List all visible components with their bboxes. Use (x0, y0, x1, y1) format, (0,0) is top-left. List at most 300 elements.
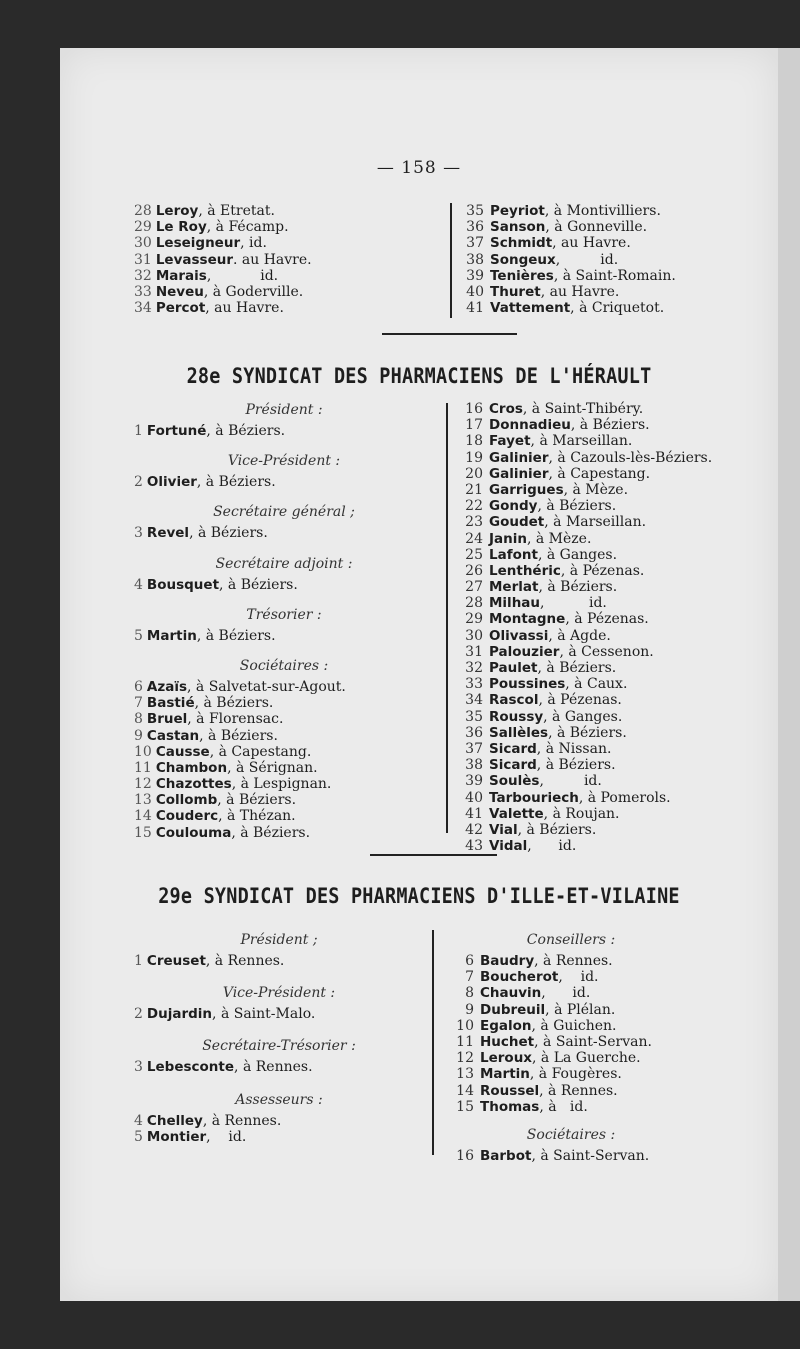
role-heading: Assesseurs : (235, 1091, 323, 1108)
pharmacist-name: Azaïs (146, 678, 187, 695)
entry-number: 11 (134, 759, 152, 776)
entry-number: 7 (465, 969, 474, 986)
pharmacist-name: Cros (489, 401, 523, 417)
list-item (134, 1129, 424, 1145)
pharmacist-name: Janin (489, 530, 527, 547)
column-divider (446, 403, 448, 833)
entry-location: , à Béziers. (196, 627, 276, 644)
entry-location: , à Plélan. (545, 1001, 616, 1018)
entry-number: 15 (456, 1098, 474, 1115)
pharmacist-name: Neveu (155, 283, 204, 300)
list-item (134, 1006, 424, 1022)
pharmacist-name: Milhau (489, 595, 541, 612)
pharmacist-name: Dujardin (146, 1006, 213, 1023)
entry-number: 25 (465, 546, 483, 563)
entry-location: , à Saint-Servan. (534, 1033, 652, 1050)
list-item (134, 525, 434, 541)
pharmacist-name: Thuret (490, 283, 541, 300)
pharmacist-name: Marais (155, 267, 207, 284)
list-item (132, 235, 312, 251)
list-item (455, 628, 712, 644)
entry-number: 29 (465, 611, 483, 628)
list-item (134, 628, 434, 644)
entry-location: , à Gonneville. (545, 219, 648, 236)
role-heading: Président : (245, 402, 323, 418)
list-item (456, 284, 676, 300)
pharmacist-name: Fortuné (146, 423, 207, 439)
list-item (455, 611, 712, 627)
entry-location: , à Capestang. (209, 743, 312, 760)
entry-location: , à Ganges. (537, 546, 618, 563)
entry-number: 20 (465, 465, 483, 482)
entry-number: 7 (134, 695, 143, 712)
column-divider (450, 203, 452, 318)
top-right-list (456, 203, 676, 316)
pharmacist-name: Vidal (489, 838, 528, 855)
list-item (455, 450, 712, 466)
list-item (455, 498, 712, 514)
entry-number: 36 (465, 724, 483, 741)
entry-location: , id. (206, 267, 279, 284)
entry-location: , à Béziers. (537, 660, 617, 676)
entry-number: 23 (465, 514, 483, 531)
entry-location: , à Pézenas. (560, 562, 645, 579)
list-item (134, 776, 434, 792)
entry-location: , à Béziers. (189, 525, 268, 542)
entry-number: 28 (465, 595, 483, 612)
entry-number: 18 (465, 433, 483, 450)
pharmacist-name: Goudet (489, 514, 545, 531)
pharmacist-name: Montagne (489, 611, 566, 628)
entry-number: 8 (465, 985, 474, 1002)
entry-number: 42 (465, 821, 483, 838)
entry-location: , à Saint-Romain. (553, 267, 676, 284)
entry-number: 17 (465, 417, 483, 434)
entry-number: 12 (134, 776, 152, 793)
entry-location: , à Roujan. (543, 805, 620, 822)
pharmacist-name: Poussines (489, 676, 566, 693)
pharmacist-name: Donnadieu (489, 417, 571, 434)
entry-location: , id. (555, 251, 619, 268)
pharmacist-name: Causse (155, 743, 210, 760)
list-item (456, 219, 676, 235)
column-divider (432, 930, 434, 1155)
pharmacist-name: Levasseur (155, 251, 233, 268)
entry-number: 6 (465, 953, 474, 969)
entry-number: 41 (465, 805, 483, 822)
pharmacist-name: Couderc (155, 808, 219, 825)
entry-number: 6 (134, 678, 143, 695)
entry-location: , à Béziers. (196, 474, 276, 491)
entry-number: 41 (466, 300, 484, 317)
entry-number: 9 (465, 1001, 474, 1018)
pharmacist-name: Martin (480, 1066, 530, 1083)
entry-number: 22 (465, 498, 483, 515)
page-number: — 158 — (376, 158, 462, 178)
list-item (456, 300, 676, 316)
list-item (132, 268, 312, 284)
pharmacist-name: Leroy (155, 203, 199, 219)
pharmacist-name: Coulouma (155, 824, 232, 841)
entry-location: , à Pézenas. (565, 611, 649, 628)
entry-location: , à Mèze. (563, 481, 629, 498)
pharmacist-name: Lebesconte (146, 1059, 235, 1076)
entry-number: 34 (134, 300, 152, 317)
list-item (446, 1148, 696, 1164)
entry-number: 11 (456, 1033, 474, 1050)
entry-number: 5 (134, 1128, 143, 1145)
entry-location: , à Béziers. (199, 727, 278, 744)
pharmacist-name: Chelley (146, 1112, 203, 1129)
list-item (134, 825, 434, 841)
list-item (446, 1099, 696, 1115)
list-item (134, 1059, 424, 1075)
pharmacist-name: Olivier (146, 474, 197, 491)
list-item (455, 417, 712, 433)
entry-number: 28 (134, 203, 152, 219)
role-heading: Président ; (240, 932, 318, 948)
entry-location: , à Béziers. (570, 417, 650, 434)
pharmacist-name: Percot (155, 300, 206, 317)
entry-number: 38 (465, 757, 483, 774)
pharmacist-name: Vattement (490, 300, 571, 317)
entry-location: , id. (541, 985, 591, 1002)
entry-location: , id. (558, 969, 599, 986)
pharmacist-name: Chazottes (155, 776, 232, 793)
pharmacist-name: Schmidt (490, 235, 553, 252)
list-item (455, 709, 712, 725)
entry-location: , à Guichen. (531, 1017, 617, 1034)
role-heading: Secrétaire général ; (213, 504, 355, 521)
list-item (455, 790, 712, 806)
entry-number: 36 (466, 219, 484, 236)
entry-location: , à Béziers. (517, 821, 597, 838)
entry-location: , à Cazouls-lès-Béziers. (548, 449, 713, 466)
entry-location: , à Béziers. (231, 824, 311, 841)
list-item (456, 203, 676, 219)
list-item (446, 1018, 696, 1034)
list-item (455, 595, 712, 611)
pharmacist-name: Chauvin (480, 985, 542, 1002)
list-item (455, 466, 712, 482)
entry-number: 27 (465, 579, 483, 596)
list-item (134, 577, 434, 593)
pharmacist-name: Bousquet (146, 576, 220, 593)
pharmacist-name: Palouzier (489, 643, 560, 660)
ille-left-column (134, 928, 424, 1145)
pharmacist-name: Montier (146, 1128, 207, 1145)
pharmacist-name: Tarbouriech (489, 789, 579, 806)
herault-right-list (455, 401, 712, 854)
entry-location: , à Pézenas. (538, 692, 622, 709)
list-item (446, 1066, 696, 1082)
pharmacist-name: Peyriot (490, 203, 545, 219)
entry-number: 31 (465, 643, 483, 660)
pharmacist-name: Le Roy (155, 219, 207, 236)
pharmacist-name: Tenières (490, 267, 554, 284)
entry-number: 26 (465, 562, 483, 579)
entry-location: , à Goderville. (203, 283, 304, 300)
list-item (446, 1083, 696, 1099)
pharmacist-name: Garrigues (489, 481, 564, 498)
entry-number: 10 (134, 743, 152, 760)
top-left-list (132, 203, 312, 316)
role-heading: Vice-Président : (227, 453, 341, 470)
entry-number: 30 (134, 235, 152, 252)
entry-location: , à Fécamp. (206, 219, 289, 236)
entry-location: , id. (527, 838, 577, 855)
pharmacist-name: Soulès (489, 773, 540, 790)
entry-location: , id. (206, 1128, 247, 1145)
entry-location: , à Rennes. (202, 1112, 282, 1129)
entry-number: 4 (134, 1112, 143, 1129)
entry-location: , à Cessenon. (559, 643, 654, 660)
list-item (132, 300, 312, 316)
pharmacist-name: Paulet (489, 660, 538, 676)
entry-number: 16 (465, 401, 483, 417)
pharmacist-name: Huchet (480, 1033, 535, 1050)
entry-location: , à Thézan. (218, 808, 296, 825)
entry-location: , à Béziers. (194, 695, 274, 712)
list-item (134, 744, 434, 760)
section-title-herault: 28e SYNDICAT DES PHARMACIENS DE L'HÉRAULT (186, 364, 652, 389)
list-item (455, 644, 712, 660)
pharmacist-name: Thomas (480, 1098, 540, 1115)
entry-location: , à Criquetot. (570, 300, 665, 317)
role-heading: Secrétaire-Trésorier : (202, 1038, 356, 1055)
pharmacist-name: Valette (489, 805, 544, 822)
entry-number: 40 (466, 283, 484, 300)
pharmacist-name: Bruel (146, 711, 188, 728)
list-item (455, 757, 712, 773)
entry-location: . au Havre. (233, 251, 312, 268)
entry-number: 19 (465, 449, 483, 466)
pharmacist-name: Leseigneur (155, 235, 241, 252)
entry-number: 15 (134, 824, 152, 841)
pharmacist-name: Galinier (489, 465, 549, 482)
entry-location: , à Saint-Malo. (212, 1006, 316, 1023)
entry-location: , à Ganges. (543, 708, 623, 725)
list-item (455, 676, 712, 692)
entry-location: , à Caux. (565, 676, 628, 693)
entry-number: 13 (456, 1066, 474, 1083)
list-item (134, 474, 434, 490)
list-item (134, 695, 434, 711)
entry-location: , à Mèze. (526, 530, 592, 547)
entry-location: , à Béziers. (538, 579, 618, 596)
entry-number: 33 (134, 283, 152, 300)
entry-number: 38 (466, 251, 484, 268)
entry-number: 43 (465, 838, 483, 855)
entry-location: , au Havre. (552, 235, 631, 252)
list-item (455, 806, 712, 822)
list-item (456, 252, 676, 268)
list-item (455, 692, 712, 708)
list-item (132, 252, 312, 268)
pharmacist-name: Creuset (146, 953, 206, 969)
list-item (134, 679, 434, 695)
list-item (132, 284, 312, 300)
entry-location: , id. (240, 235, 267, 252)
entry-number: 10 (456, 1017, 474, 1034)
entry-location: , à Etretat. (198, 203, 275, 219)
list-item (456, 235, 676, 251)
list-item (446, 1034, 696, 1050)
list-item (455, 822, 712, 838)
entry-number: 35 (466, 203, 484, 219)
entry-number: 16 (456, 1147, 474, 1164)
entry-location: , au Havre. (205, 300, 284, 317)
role-heading: Secrétaire adjoint : (215, 555, 353, 572)
list-item (455, 773, 712, 789)
entry-number: 31 (134, 251, 152, 268)
entry-number: 9 (134, 727, 143, 744)
list-item (455, 547, 712, 563)
herault-left-column (134, 398, 434, 841)
pharmacist-name: Bastié (146, 695, 195, 712)
pharmacist-name: Gondy (489, 498, 538, 515)
entry-number: 1 (134, 423, 143, 439)
entry-location: , à Salvetat-sur-Agout. (187, 678, 346, 695)
entry-location: , à La Guerche. (532, 1050, 641, 1067)
list-item (134, 792, 434, 808)
pharmacist-name: Egalon (480, 1017, 532, 1034)
list-item (134, 728, 434, 744)
role-heading: Vice-Président : (222, 985, 336, 1002)
list-item (455, 514, 712, 530)
entry-location: , à Pomerols. (578, 789, 671, 806)
list-item (446, 1002, 696, 1018)
pharmacist-name: Barbot (480, 1147, 532, 1164)
pharmacist-name: Leroux (480, 1050, 533, 1067)
pharmacist-name: Olivassi (489, 627, 549, 644)
entry-location: , à Rennes. (539, 1082, 618, 1099)
list-item (446, 1050, 696, 1066)
entry-location: , à Béziers. (219, 576, 298, 593)
entry-number: 2 (134, 1006, 143, 1023)
entry-location: , à Rennes. (234, 1059, 313, 1076)
entry-number: 34 (465, 692, 483, 709)
role-heading: Sociétaires : (239, 657, 329, 674)
pharmacist-name: Vial (489, 821, 518, 838)
pharmacist-name: Revel (146, 525, 190, 542)
role-heading: Trésorier : (246, 606, 322, 623)
list-item (455, 741, 712, 757)
entry-location: , à Béziers. (206, 423, 286, 439)
entry-location: , à Nissan. (536, 740, 612, 757)
list-item (455, 660, 712, 676)
list-item (132, 203, 312, 219)
entry-location: , à Rennes. (534, 953, 613, 969)
pharmacist-name: Collomb (155, 792, 218, 809)
list-item (134, 423, 434, 439)
list-item (455, 563, 712, 579)
list-item (455, 838, 712, 854)
entry-number: 32 (134, 267, 152, 284)
pharmacist-name: Fayet (489, 433, 531, 450)
entry-number: 21 (465, 481, 483, 498)
list-item (446, 985, 696, 1001)
entry-number: 39 (465, 773, 483, 790)
entry-location: , à Florensac. (187, 711, 284, 728)
pharmacist-name: Songeux (490, 251, 556, 268)
ille-right-column (446, 928, 696, 1164)
list-item (134, 808, 434, 824)
list-item (455, 579, 712, 595)
pharmacist-name: Sicard (489, 740, 537, 757)
entry-location: , id. (540, 595, 607, 612)
document-page (60, 48, 778, 1301)
entry-location: , au Havre. (540, 283, 620, 300)
entry-number: 40 (465, 789, 483, 806)
list-item (455, 433, 712, 449)
pharmacist-name: Roussy (489, 708, 544, 725)
list-item (134, 760, 434, 776)
entry-number: 32 (465, 660, 483, 676)
pharmacist-name: Lenthéric (489, 562, 561, 579)
list-item (455, 725, 712, 741)
section-title-ille-et-vilaine: 29e SYNDICAT DES PHARMACIENS D'ILLE-ET-VILAINE (158, 884, 680, 909)
entry-number: 24 (465, 530, 483, 547)
list-item (446, 969, 696, 985)
entry-location: , à Béziers. (536, 757, 616, 774)
list-item (455, 531, 712, 547)
role-heading: Conseillers : (526, 932, 616, 948)
pharmacist-name: Lafont (489, 546, 538, 563)
pharmacist-name: Dubreuil (480, 1001, 546, 1018)
pharmacist-name: Roussel (480, 1082, 540, 1099)
list-item (455, 482, 712, 498)
entry-number: 5 (134, 627, 143, 644)
entry-location: , à Béziers. (537, 498, 617, 515)
entry-number: 29 (134, 219, 152, 236)
section-rule (370, 854, 497, 856)
entry-number: 3 (134, 525, 143, 542)
pharmacist-name: Merlat (489, 579, 539, 596)
list-item (456, 268, 676, 284)
role-heading: Sociétaires : (526, 1126, 616, 1143)
entry-number: 14 (456, 1082, 474, 1099)
entry-location: , à Béziers. (548, 724, 627, 741)
section-rule (382, 333, 517, 335)
entry-number: 14 (134, 808, 152, 825)
entry-number: 1 (134, 953, 143, 969)
pharmacist-name: Sanson (490, 219, 546, 236)
entry-location: , à Marseillan. (530, 433, 633, 450)
entry-number: 39 (466, 267, 484, 284)
entry-location: , à Sérignan. (227, 759, 318, 776)
entry-location: , à Montivilliers. (544, 203, 661, 219)
pharmacist-name: Chambon (155, 759, 228, 776)
pharmacist-name: Martin (146, 627, 197, 644)
list-item (134, 1113, 424, 1129)
entry-location: , à Marseillan. (544, 514, 647, 531)
entry-number: 13 (134, 792, 152, 809)
entry-number: 12 (456, 1050, 474, 1067)
entry-location: , à Lespignan. (231, 776, 332, 793)
entry-location: , id. (539, 773, 602, 790)
entry-number: 37 (466, 235, 484, 252)
entry-location: , à Saint-Thibéry. (522, 401, 644, 417)
entry-number: 2 (134, 474, 143, 491)
list-item (455, 401, 712, 417)
entry-location: , à Béziers. (217, 792, 297, 809)
entry-location: , à Rennes. (205, 953, 285, 969)
entry-number: 3 (134, 1059, 143, 1076)
entry-number: 35 (465, 708, 483, 725)
list-item (134, 953, 424, 969)
entry-number: 30 (465, 627, 483, 644)
